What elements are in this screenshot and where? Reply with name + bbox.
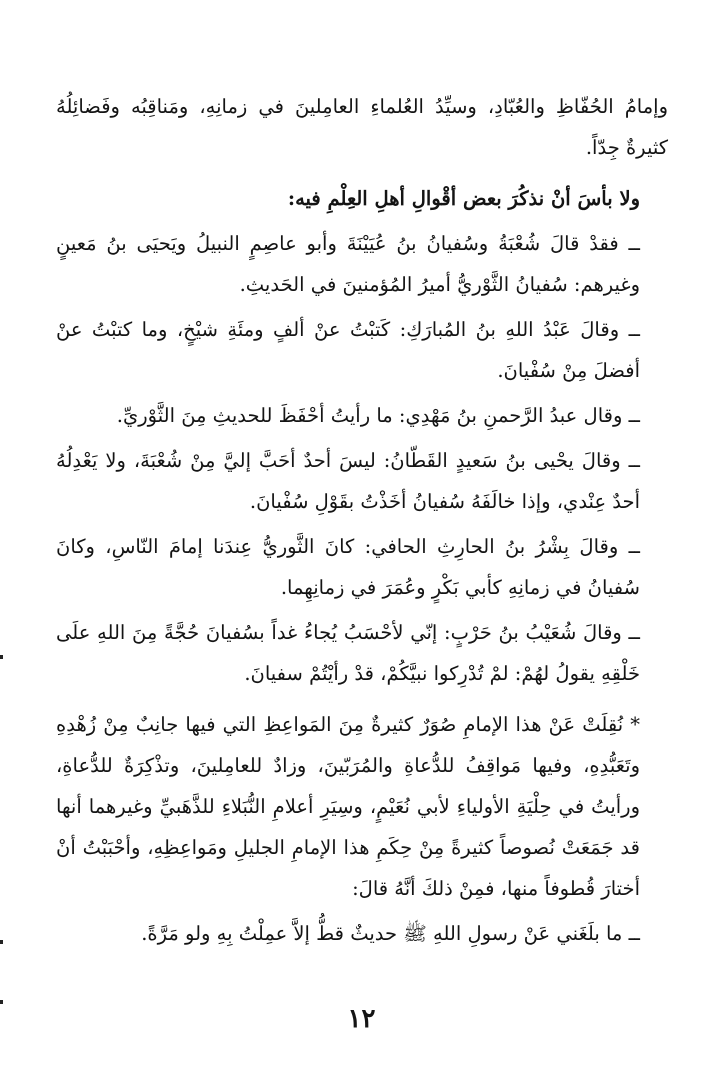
paragraph-heading: ولا بأسَ أنْ نذكُرَ بعض أقْوالِ أهلِ العِلْمِ فيه: bbox=[287, 187, 640, 210]
paragraph-intro: وإمامُ الحُفّاظِ والعُبّادِ، وسيِّدُ العُلماءِ العامِلينَ في زمانِهِ، ومَناقِبُه وفَضائِلُهُ كثيرةٌ جِدّاً. bbox=[56, 95, 668, 159]
paragraph-quote-shuba: ــ فقدْ قالَ شُعْبَةُ وسُفيانُ بنُ عُيَيْنَةَ وأبو عاصِمٍ النبيلُ ويَحيَى بنُ مَعينٍ وغيرهم: سُفيانُ الثَّوْريُّ أميرُ المُؤمنينَ في الحَديثِ. bbox=[56, 232, 640, 296]
scan-edge-mark bbox=[0, 940, 3, 944]
paragraph-sayings-intro: * نُقِلَتْ عَنْ هذا الإمامِ صُوَرٌ كثيرةٌ مِنَ المَواعِظِ التي فيها جانِبٌ مِنْ زُهْدِهِ وتَعَبُّدِهِ، وفيها مَواقِفُ للدُّعاةِ والمُرَبّينَ، وزادٌ للعامِلينَ، وتذْكِرَةٌ للدُّعاةِ، ورأيتُ في حِلْيَةِ الأولياءِ لأبي نُعَيْمٍ، وسِيَرِ أعلامِ النُّبَلاءِ للذَّهَبيِّ وغيرهما أنها قد جَمَعَتْ نُصوصاً كثيرةً مِنْ حِكَمِ هذا الإمامِ الجليلِ ومَواعِظِهِ، وأحْبَبْتُ أنْ أختارَ قُطوفاً منها، فمِنْ ذلكَ أنَّهُ قالَ: bbox=[56, 713, 640, 900]
paragraph-quote-ibn-mahdi: ــ وقال عبدُ الرَّحمنِ بنُ مَهْدِي: ما رأيتُ أحْفَظَ للحديثِ مِنَ الثَّوْريِّ. bbox=[116, 404, 640, 427]
scan-edge-mark bbox=[0, 1000, 3, 1004]
paragraph-quote-shuayb: ــ وقالَ شُعَيْبُ بنُ حَرْبٍ: إنّي لأحْسَبُ يُجاءُ غداً بسُفيانَ حُجَّةً مِنَ اللهِ علَى خَلْقِهِ يقولُ لهُمْ: لمْ تُدْرِكوا نبيَّكُمْ، قدْ رأيْتُمْ سفيانَ. bbox=[56, 621, 640, 685]
paragraph-saying-1: ــ ما بلَغَني عَنْ رسولِ اللهِ ﷺ حديثٌ قطُّ إلاَّ عمِلْتُ بِهِ ولو مَرَّةً. bbox=[141, 922, 640, 945]
paragraph-quote-ibn-mubarak: ــ وقالَ عَبْدُ اللهِ بنُ المُبارَكِ: كَتبْتُ عنْ ألفٍ ومئَةِ شيْخٍ، وما كتبْتُ عنْ أفضلَ مِنْ سُفْيانَ. bbox=[56, 318, 640, 382]
paragraph-quote-qattan: ــ وقالَ يحْيى بنُ سَعيدٍ القَطّانُ: ليسَ أحدٌ أحَبَّ إليَّ مِنْ شُعْبَةَ، ولا يَعْدِلُهُ أحدٌ عِنْدي، وإذا خالَفَهُ سُفيانُ أخَذْتُ بقَوْلِ سُفْيانَ. bbox=[56, 449, 640, 513]
page-number: ١٢ bbox=[347, 1004, 376, 1034]
paragraph-quote-bishr: ــ وقالَ بِشْرُ بنُ الحارِثِ الحافي: كانَ الثَّوريُّ عِندَنا إمامَ النّاسِ، وكانَ سُفيانُ في زمانِهِ كأبي بَكْرٍ وعُمَرَ في زمانِهِما. bbox=[56, 535, 640, 599]
page-body bbox=[56, 86, 668, 954]
scan-edge-mark bbox=[0, 655, 3, 659]
